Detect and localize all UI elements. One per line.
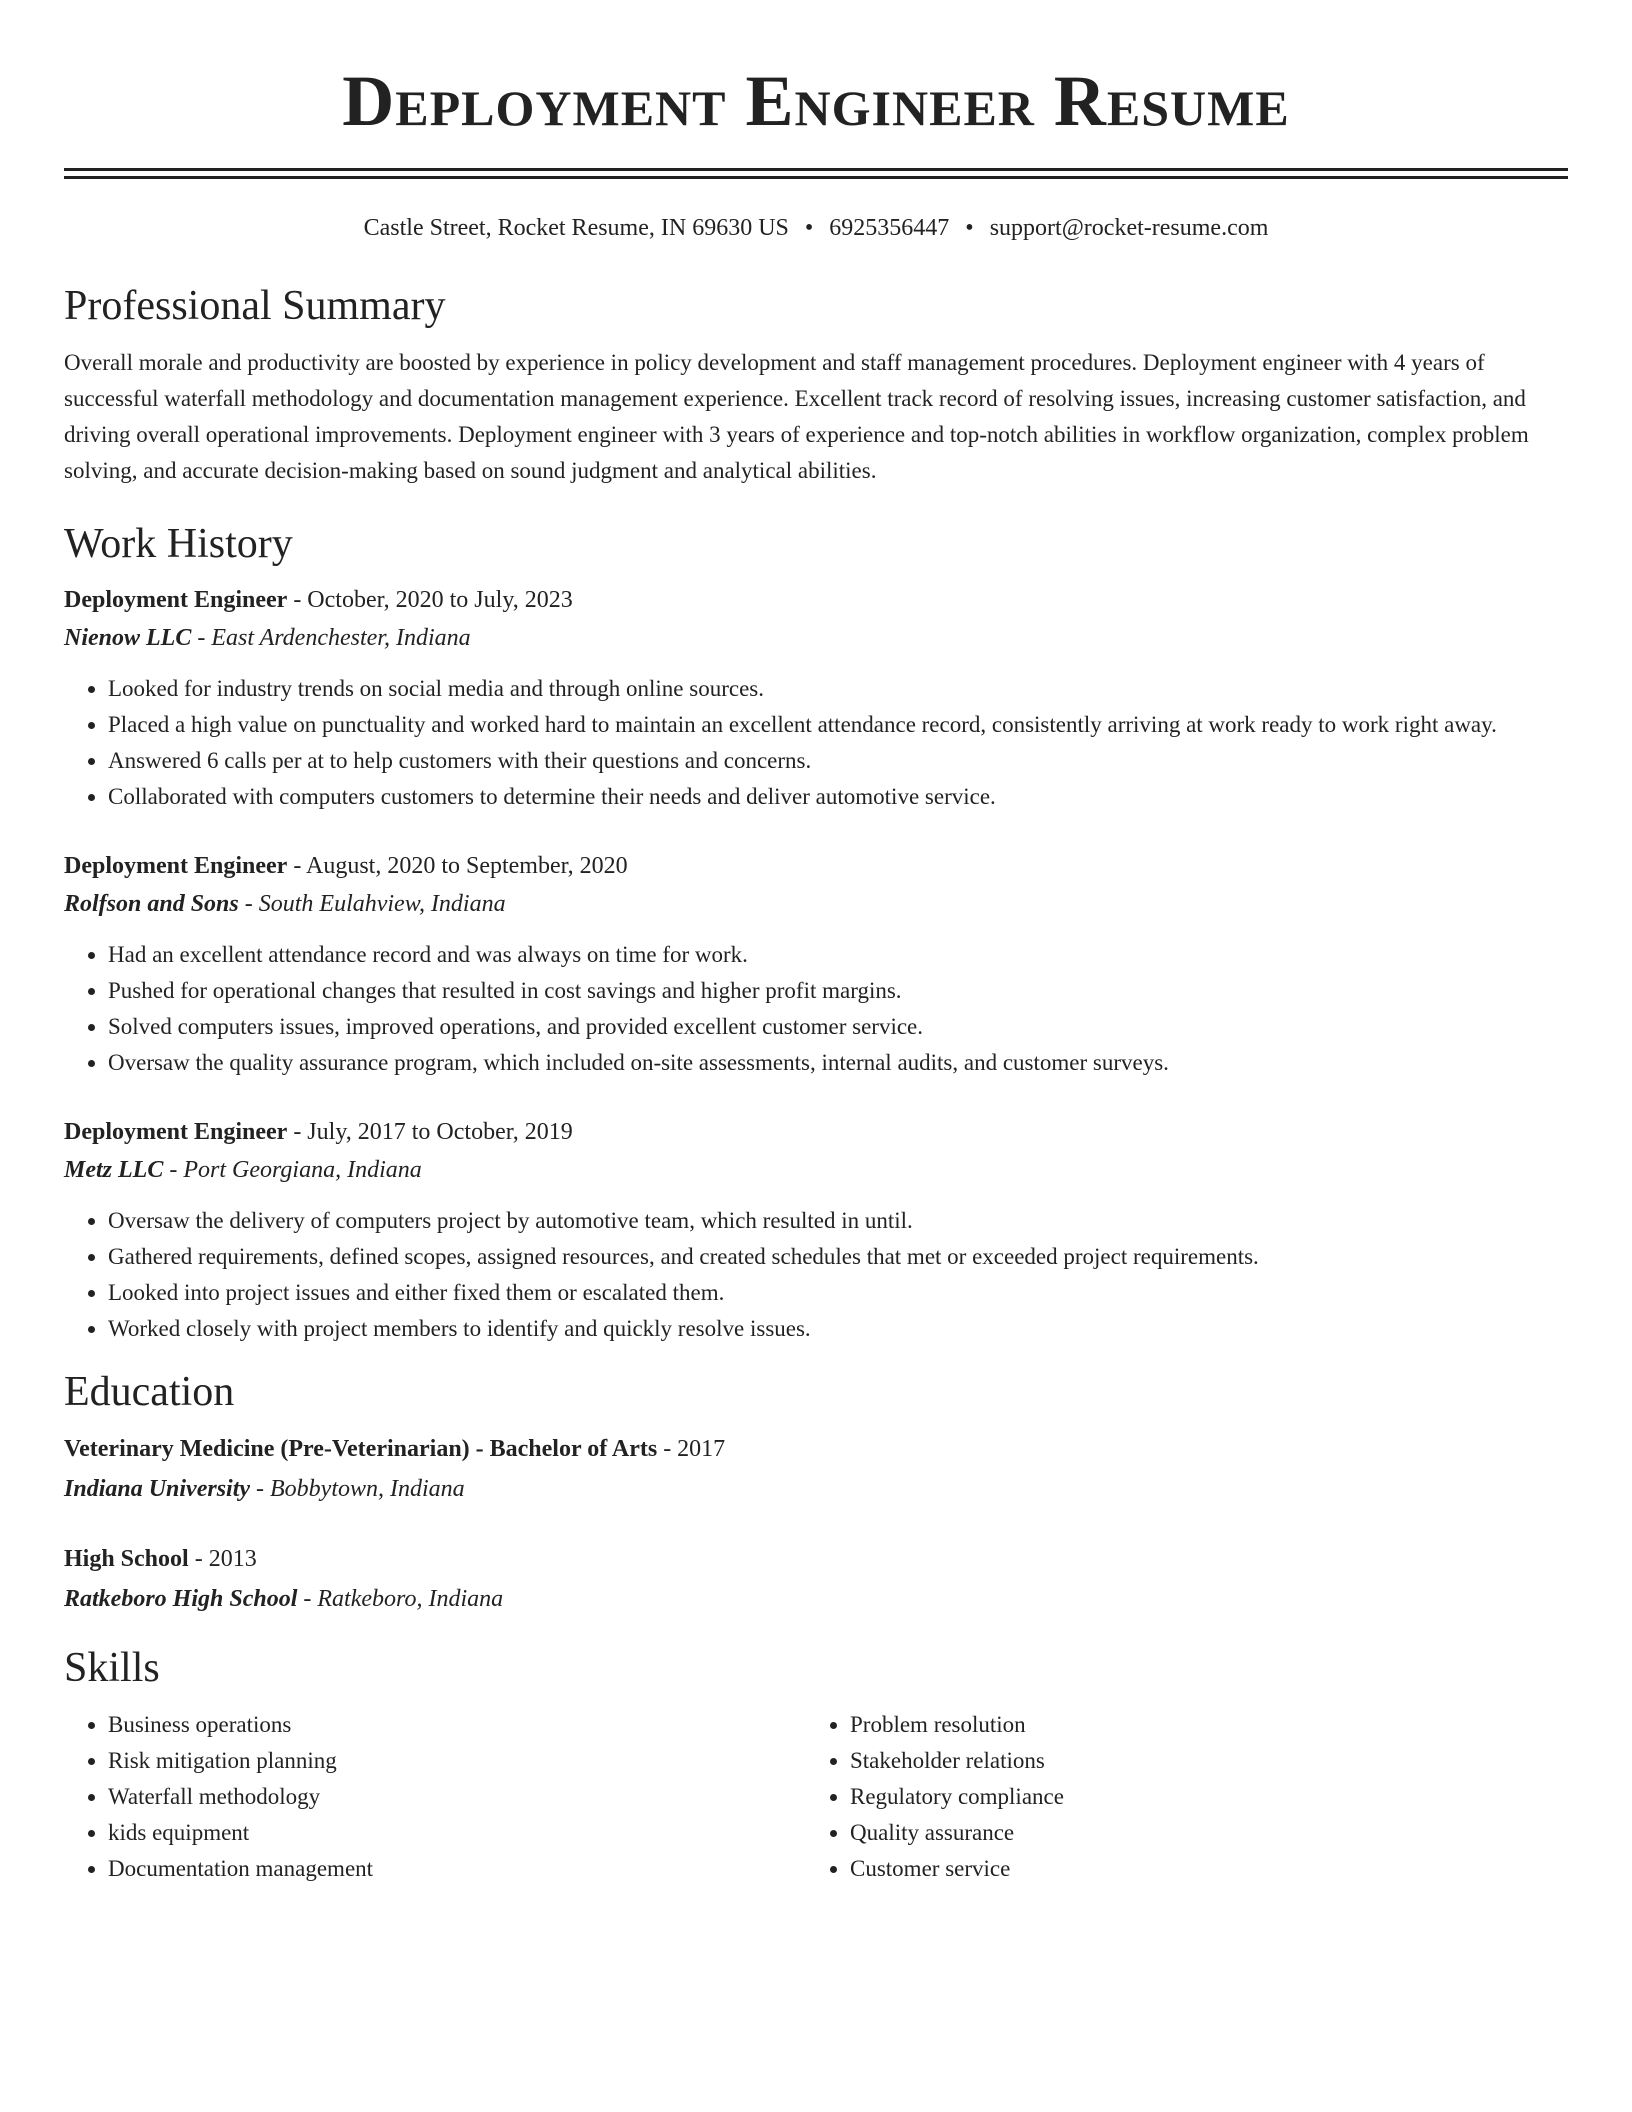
education-entry	[64, 1539, 1568, 1619]
contact-line	[64, 213, 1568, 243]
skill-item: • Waterfall methodology	[108, 1779, 806, 1815]
skills-heading: Skills	[64, 1645, 160, 1691]
skill-item: • Documentation management	[108, 1851, 806, 1887]
skill-item: • Customer service	[850, 1851, 1548, 1887]
skill-item: • Problem resolution	[850, 1707, 1548, 1743]
education-degree-line	[64, 1429, 1568, 1469]
education-entry	[64, 1429, 1568, 1509]
job-title-line	[64, 847, 1568, 885]
job-bullets	[64, 1203, 1568, 1347]
job-bullet: • Had an excellent attendance record and was always on time for work.	[108, 937, 1568, 973]
skill-item: • Stakeholder relations	[850, 1743, 1548, 1779]
job-role: Deployment Engineer	[64, 587, 288, 613]
job-bullets	[64, 937, 1568, 1081]
skills-grid	[64, 1707, 1568, 1887]
job-entry	[64, 1113, 1568, 1347]
job-bullet: • Looked into project issues and either fixed them or escalated them.	[108, 1275, 1568, 1311]
job-company-line	[64, 885, 1568, 923]
job-bullet: • Worked closely with project members to identify and quickly resolve issues.	[108, 1311, 1568, 1347]
job-company-line	[64, 619, 1568, 657]
contact-phone: 6925356447	[829, 215, 950, 241]
title-divider-thin	[64, 176, 1568, 179]
job-company: Nienow LLC	[64, 625, 192, 651]
education-degree: High School	[64, 1546, 189, 1572]
job-bullet: • Oversaw the delivery of computers project by automotive team, which resulted in until.	[108, 1203, 1568, 1239]
job-bullet: • Collaborated with computers customers to determine their needs and deliver automotive service.	[108, 779, 1568, 815]
job-bullet: • Pushed for operational changes that resulted in cost savings and higher profit margins.	[108, 973, 1568, 1009]
work-history-heading: Work History	[64, 521, 293, 567]
job-dates: - August, 2020 to September, 2020	[287, 853, 628, 879]
education-year: - 2017	[657, 1436, 726, 1462]
job-bullet: • Solved computers issues, improved operations, and provided excellent customer service.	[108, 1009, 1568, 1045]
job-title-line	[64, 1113, 1568, 1151]
education-school: Ratkeboro High School	[64, 1586, 298, 1612]
job-bullet: • Oversaw the quality assurance program, which included on-site assessments, internal audits, and customer surveys.	[108, 1045, 1568, 1081]
job-company-line	[64, 1151, 1568, 1189]
job-dates: - October, 2020 to July, 2023	[287, 587, 573, 613]
job-bullet: • Looked for industry trends on social media and through online sources.	[108, 671, 1568, 707]
resume-page	[64, 0, 1568, 1887]
education-location: - Ratkeboro, Indiana	[297, 1586, 504, 1612]
education-school-line	[64, 1469, 1568, 1509]
skill-item: • Business operations	[108, 1707, 806, 1743]
resume-title: Deployment Engineer Resume	[342, 61, 1290, 141]
education-degree: Veterinary Medicine (Pre-Veterinarian) - Bachelor of Arts	[64, 1436, 658, 1462]
contact-separator: •	[804, 215, 814, 241]
job-bullet: • Gathered requirements, defined scopes, assigned resources, and created schedules that met or exceeded project requirements.	[108, 1239, 1568, 1275]
education-school-line	[64, 1579, 1568, 1619]
job-title-line	[64, 581, 1568, 619]
job-role: Deployment Engineer	[64, 853, 288, 879]
job-location: - South Eulahview, Indiana	[238, 891, 506, 917]
summary-heading: Professional Summary	[64, 283, 446, 329]
job-dates: - July, 2017 to October, 2019	[287, 1119, 573, 1145]
job-location: - East Ardenchester, Indiana	[191, 625, 471, 651]
skills-list	[806, 1707, 1548, 1887]
summary-text: Overall morale and productivity are boosted by experience in policy development and staff management procedures. Deployment engineer with 4 years of successful waterfall methodology and documentation management experience. Excellent track record of resolving issues, increasing customer satisfaction, and driving overall operational improvements. Deployment engineer with 3 years of experience and top-notch abilities in workflow organization, complex problem solving, and accurate decision-making based on sound judgment and analytical abilities.	[64, 350, 1529, 483]
contact-separator: •	[965, 215, 974, 241]
skills-column-left	[64, 1707, 806, 1887]
education-school: Indiana University	[64, 1476, 251, 1502]
job-entry	[64, 581, 1568, 815]
education-heading: Education	[64, 1369, 235, 1415]
education-location: - Bobbytown, Indiana	[250, 1476, 465, 1502]
education-degree-line	[64, 1539, 1568, 1579]
skills-list	[64, 1707, 806, 1887]
job-entry	[64, 847, 1568, 1081]
job-company: Metz LLC	[64, 1157, 164, 1183]
job-bullet: • Placed a high value on punctuality and worked hard to maintain an excellent attendance record, consistently arriving at work ready to work right away.	[108, 707, 1568, 743]
skill-item: • Regulatory compliance	[850, 1779, 1548, 1815]
job-bullet: • Answered 6 calls per at to help customers with their questions and concerns.	[108, 743, 1568, 779]
contact-address: Castle Street, Rocket Resume, IN 69630 US	[363, 215, 789, 241]
job-location: - Port Georgiana, Indiana	[163, 1157, 422, 1183]
job-company: Rolfson and Sons	[64, 891, 239, 917]
job-bullets	[64, 671, 1568, 815]
skill-item: • kids equipment	[108, 1815, 806, 1851]
skill-item: • Quality assurance	[850, 1815, 1548, 1851]
skill-item: • Risk mitigation planning	[108, 1743, 806, 1779]
contact-email: support@rocket-resume.com	[989, 215, 1269, 241]
job-role: Deployment Engineer	[64, 1119, 288, 1145]
skills-column-right	[806, 1707, 1548, 1887]
education-year: - 2013	[188, 1546, 257, 1572]
